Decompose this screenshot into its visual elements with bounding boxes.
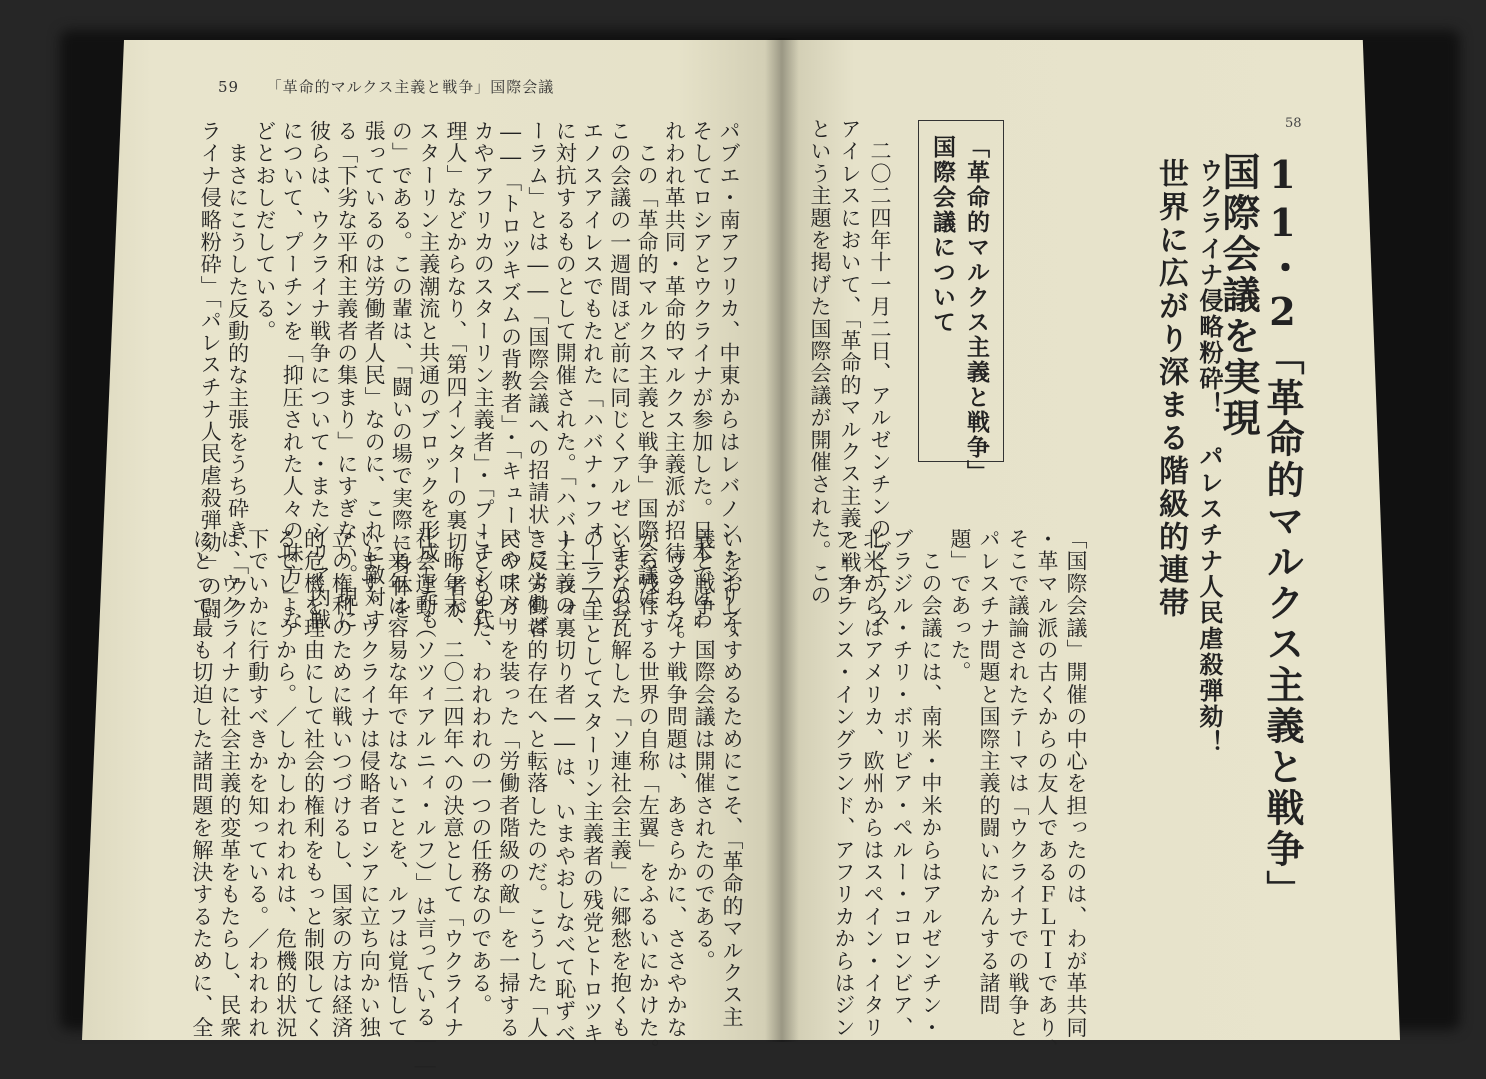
- text-column: 的危機を理由にして社会的権利をもっと制限してく: [301, 528, 326, 1039]
- text-column: スターリン主義潮流と共通のブロックを形成したも: [416, 120, 441, 631]
- section-heading-box: [918, 120, 1004, 485]
- text-column: パレスチナ問題と国際主義的闘いにかんする諸問: [977, 528, 1001, 1017]
- text-column: れわれ革共同・革命的マルクス主義派が招待された。: [662, 120, 687, 653]
- chapter-subtitle-1: ウクライナ侵略粉砕！ パレスチナ人民虐殺弾劾！: [1195, 158, 1224, 756]
- text-column: そしてロシアとウクライナが参加した。日本ではわ: [689, 120, 714, 631]
- text-column: どとおしだしている。: [252, 120, 277, 342]
- text-column: 義と戦争」国際会議は開催されたのである。: [692, 528, 717, 972]
- text-column: ー主義の裏切り者――は、いまやおしなべて恥ずべ: [552, 528, 577, 1045]
- running-head-title: 「革命的マルクス主義と戦争」国際会議: [266, 78, 555, 96]
- section-heading-line-1: 「革命的マルクス主義と戦争」: [963, 135, 990, 485]
- text-column: 北米からはアメリカ、欧州からはスペイン・イタリ: [861, 528, 885, 1039]
- text-column: この「革命的マルクス主義と戦争」国際会議は、: [635, 120, 660, 631]
- text-column: 民の味方」を装った「労働者階級の敵」を一掃する: [496, 528, 521, 1039]
- text-column: 社会運動（ソツィアルニィ・ルフ）」は言っている――: [413, 528, 438, 1079]
- text-column: ライナ侵略粉砕」「パレスチナ人民虐殺弾劾」の闘: [198, 120, 223, 621]
- right-page-number: 58: [1285, 116, 1302, 131]
- text-column: この会議には、南米・中米からはアルゼンチン・: [919, 528, 943, 1039]
- text-column: この会議の一週間ほど前に同じくアルゼンチンのブ: [607, 120, 632, 631]
- chapter-title: 11・2「革命的マルクス主義と戦争」 国際会議を実現: [1216, 152, 1305, 911]
- text-column: こともまた、われわれの一つの任務なのである。: [468, 528, 493, 1017]
- text-column: 「国際会議」開催の中心を担ったのは、わが革共同: [1064, 528, 1088, 1039]
- text-column: パブエ・南アフリカ、中東からはレバノン・シリア、: [717, 120, 741, 653]
- text-column: がら残存する世界の自称「左翼」をふるいにかけた。: [636, 528, 661, 1061]
- text-column: き反労働者的存在へと転落したのだ。こうした「人: [524, 528, 549, 1039]
- text-column: 下でいかに行動すべきかを知っている。／われわれ: [245, 528, 270, 1039]
- text-column: います。ウクライナは侵略者ロシアに立ち向かい独: [357, 528, 382, 1039]
- text-column: 「来年は容易な年ではないことを、ルフは覚悟して: [385, 528, 410, 1039]
- text-column: ーラム」とは――「国際会議への招請状」によれば: [525, 120, 550, 637]
- text-column: まさにこうした反動的な主張をうち砕き、「ウク: [225, 120, 250, 621]
- text-column: 立の権利のために戦いつづけるし、国家の方は経済: [329, 528, 354, 1039]
- text-column: は、ウクライナに社会主義的変革をもたらし、民衆: [217, 528, 242, 1039]
- text-column: アイレスにおいて、「革命的マルクス主義と戦争」: [838, 118, 862, 619]
- text-column: ア・フランス・イングランド、アフリカからはジン: [832, 528, 856, 1039]
- left-page-number: 59: [218, 78, 240, 96]
- text-column: いをおしすすめるためにこそ、「革命的マルクス主: [720, 528, 744, 1029]
- chapter-subtitle-2: 世界に広がり深まる階級的連帯: [1153, 158, 1188, 620]
- text-column: いまなお瓦解した「ソ連社会主義」に郷愁を抱くも: [608, 528, 633, 1039]
- text-column: の――主としてスターリン主義者の残党とトロツキ: [580, 528, 605, 1045]
- text-column: る「下劣な平和主義者の集まり」にすぎない。現に: [334, 120, 359, 631]
- text-column: そこで議論されたテーマは「ウクライナでの戦争と: [1006, 528, 1030, 1039]
- text-column: カやアフリカのスターリン主義者」・「プーチンの代: [471, 120, 496, 632]
- section-heading-line-2: 国際会議について: [929, 135, 956, 335]
- text-column: 昨年末、二〇二四年への決意として「ウクライナ: [441, 528, 465, 1039]
- text-column: エノスアイレスでもたれた「ハバナ・フォーラム」: [580, 120, 605, 631]
- text-column: ――「トロツキズムの背教者」・「キューバやアメリ: [498, 120, 523, 638]
- text-column: について、プーチンを「抑圧された人々の味方」な: [280, 120, 305, 631]
- text-column: という主題を掲げた国際会議が開催された。この: [808, 118, 832, 607]
- text-column: ウクライナ戦争問題は、あきらかに、ささやかな: [664, 528, 689, 1039]
- text-column: るでしょうから。／しかしわれわれは、危機的状況: [273, 528, 298, 1039]
- text-column: 張っているのは労働者人民」なのに、これに敵対す: [362, 120, 387, 631]
- text-column: 彼らは、ウクライナ戦争について・またシリア内戦: [307, 120, 332, 631]
- text-column: ブラジル・チリ・ボリビア・ペルー・コロンビア、: [890, 528, 914, 1039]
- text-column: に対抗するものとして開催された。「ハバナ・フォ: [553, 120, 578, 621]
- text-column: ・革マル派の古くからの友人であるＦＬＴＩであり、: [1035, 528, 1059, 1061]
- text-column: の」である。この輩は、「闘いの場で実際に身体を: [389, 120, 414, 621]
- running-head: [218, 76, 554, 97]
- text-column: にとって最も切迫した諸問題を解決するために、全: [189, 528, 214, 1039]
- text-column: 題」であった。: [948, 528, 972, 684]
- text-column: 二〇二四年十一月二日、アルゼンチンのブエノス: [868, 118, 892, 629]
- text-column: 理人」などからなり、「第四インターの裏切り者が: [444, 120, 468, 621]
